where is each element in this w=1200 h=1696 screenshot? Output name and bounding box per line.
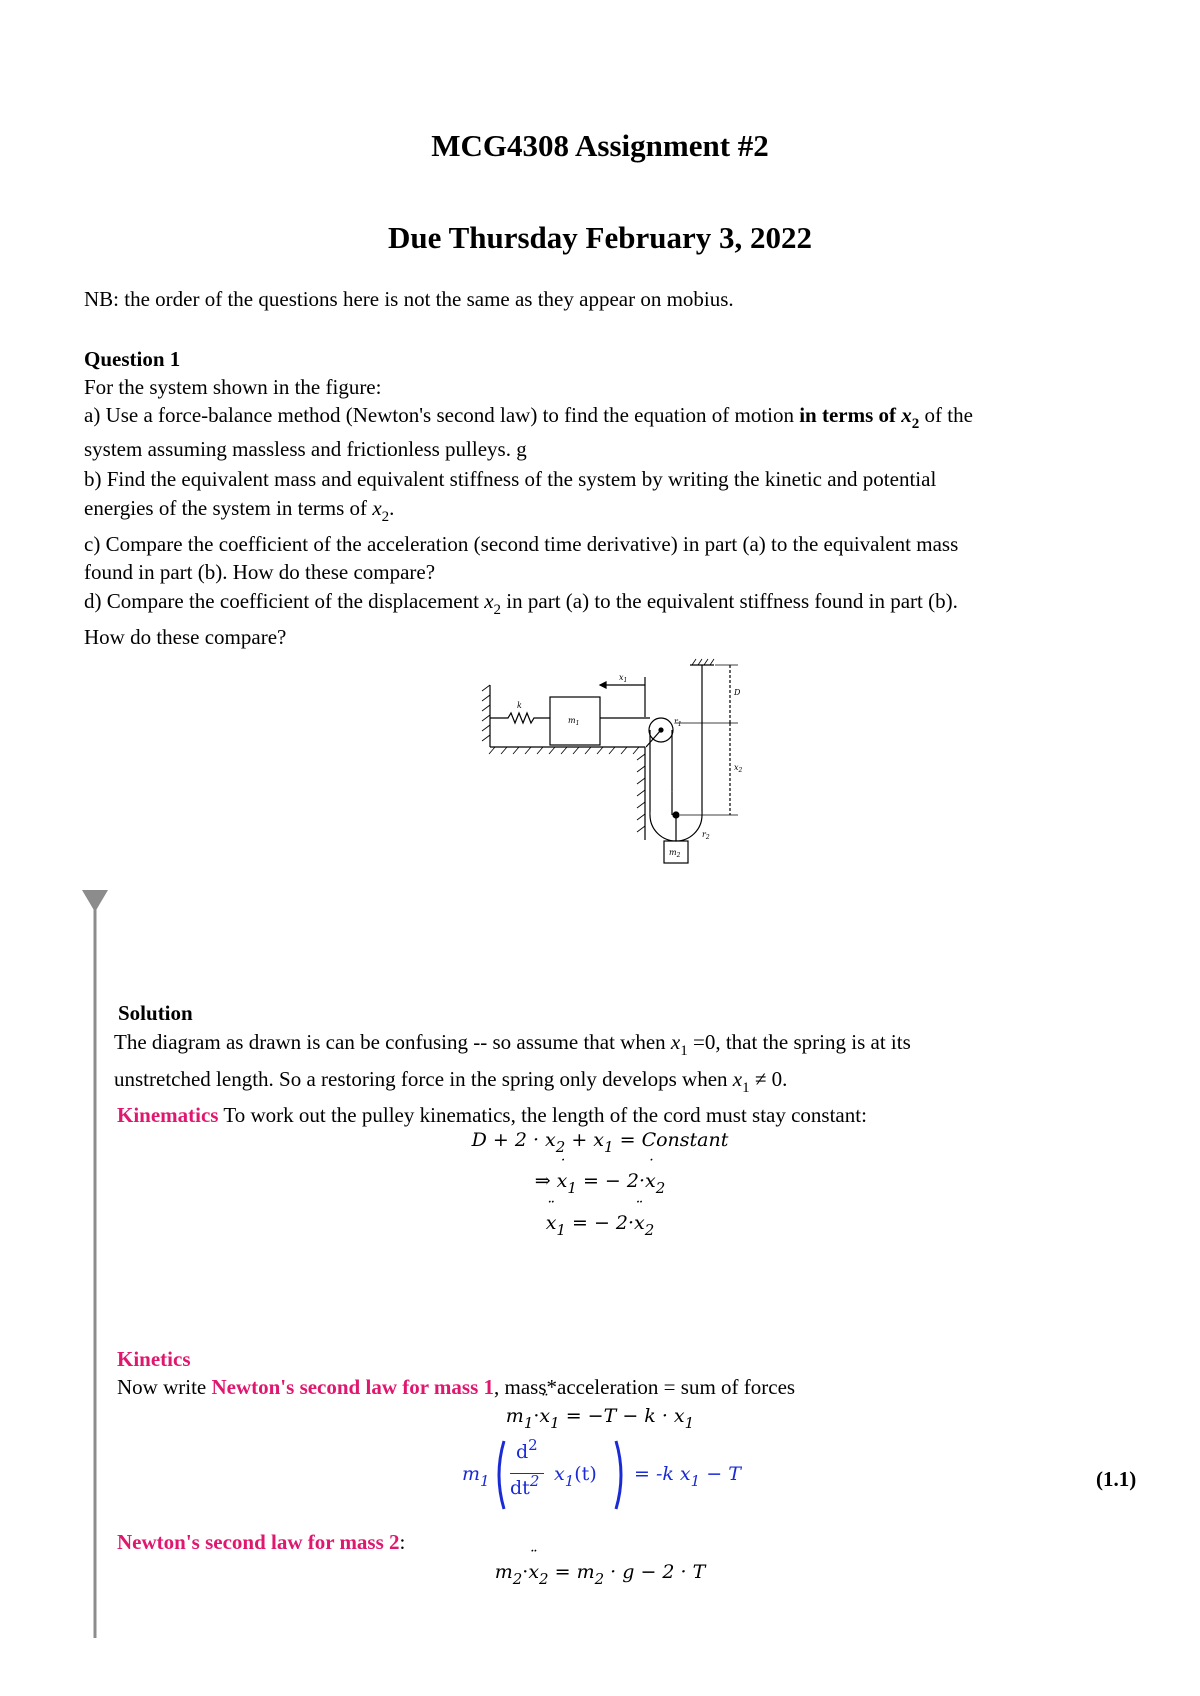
kinematics-line: Kinematics To work out the pulley kinematics, the length of the cord must stay constant:	[117, 1103, 867, 1127]
part-a-line1: a) Use a force-balance method (Newton's second law) to find the equation of motion in terms of $x_2$ of the	[84, 403, 973, 432]
part-a-line2: system assuming massless and frictionless pulleys. g	[84, 437, 527, 461]
cord-length-equation: $D + 2 \cdot x_2 + x_1$ = Constant	[471, 1129, 729, 1156]
r1-label: $r_1$	[674, 717, 682, 728]
x2-label: $x_2$	[734, 763, 743, 774]
question-intro: For the system shown in the figure:	[84, 375, 382, 399]
D-label: D	[734, 688, 741, 697]
due-date: Due Thursday February 3, 2022	[388, 220, 812, 255]
solution-heading: Solution	[118, 1001, 193, 1025]
part-d-line1: d) Compare the coefficient of the displacement $x_2$ in part (a) to the equivalent stiffness found in part (b).	[84, 589, 958, 618]
part-b-line1: b) Find the equivalent mass and equivalent stiffness of the system by writing the kinetic and potential	[84, 467, 937, 491]
kinetics-heading: Kinetics	[117, 1347, 191, 1371]
x1-label: $x_1$	[619, 673, 628, 684]
part-c-line2: found in part (b). How do these compare?	[84, 560, 436, 584]
question-heading: Question 1	[84, 347, 181, 371]
r2-label: $r_2$	[702, 830, 710, 841]
spring-label: k	[517, 701, 522, 710]
mass2-heading: Newton's second law for mass 2:	[117, 1530, 406, 1554]
acceleration-equation: ¨ $x_1$ = − 2·¨ $x_2$	[0, 1212, 1200, 1234]
section-collapse-bracket[interactable]	[80, 888, 112, 1648]
m1-label: $m_1$	[568, 716, 580, 727]
part-d-line2: How do these compare?	[84, 625, 287, 649]
order-note: NB: the order of the questions here is not the same as they appear on mobius.	[84, 287, 734, 311]
mass1-maple-output: $m_1$ $d^2$ $dt^2$ $x_1(t)$ = -k $x_1 - T$	[462, 1435, 792, 1515]
kinetics-line: Now write Newton's second law for mass 1, mass*acceleration = sum of forces	[117, 1375, 796, 1399]
pulley-system-figure	[480, 655, 750, 859]
mass1-equation: $m_1\cdot¨$ $x_1 = -T - k \cdot x_1$	[0, 1405, 1200, 1427]
part-c-line1: c) Compare the coefficient of the acceleration (second time derivative) in part (a) to the equivalent mass	[84, 532, 959, 556]
velocity-equation: ⇒ ˙ $x_1$ = − 2·˙ $x_2$	[0, 1170, 1200, 1192]
solution-para-line2: unstretched length. So a restoring force in the spring only develops when $x_1 \ne 0$.	[114, 1067, 788, 1096]
part-b-line2: energies of the system in terms of $x_2$.	[84, 496, 395, 525]
equation-number: (1.1)	[1096, 1467, 1137, 1491]
document-title: MCG4308 Assignment #2	[431, 128, 769, 163]
m2-label: $m_2$	[669, 848, 681, 859]
solution-para-line1: The diagram as drawn is can be confusing -- so assume that when $x_1 =0$, that the spring is at its	[114, 1030, 911, 1059]
mass2-equation: $m_2\cdot¨$ $x_2 = m_2 \cdot g - 2 \cdot T$	[0, 1561, 1200, 1583]
